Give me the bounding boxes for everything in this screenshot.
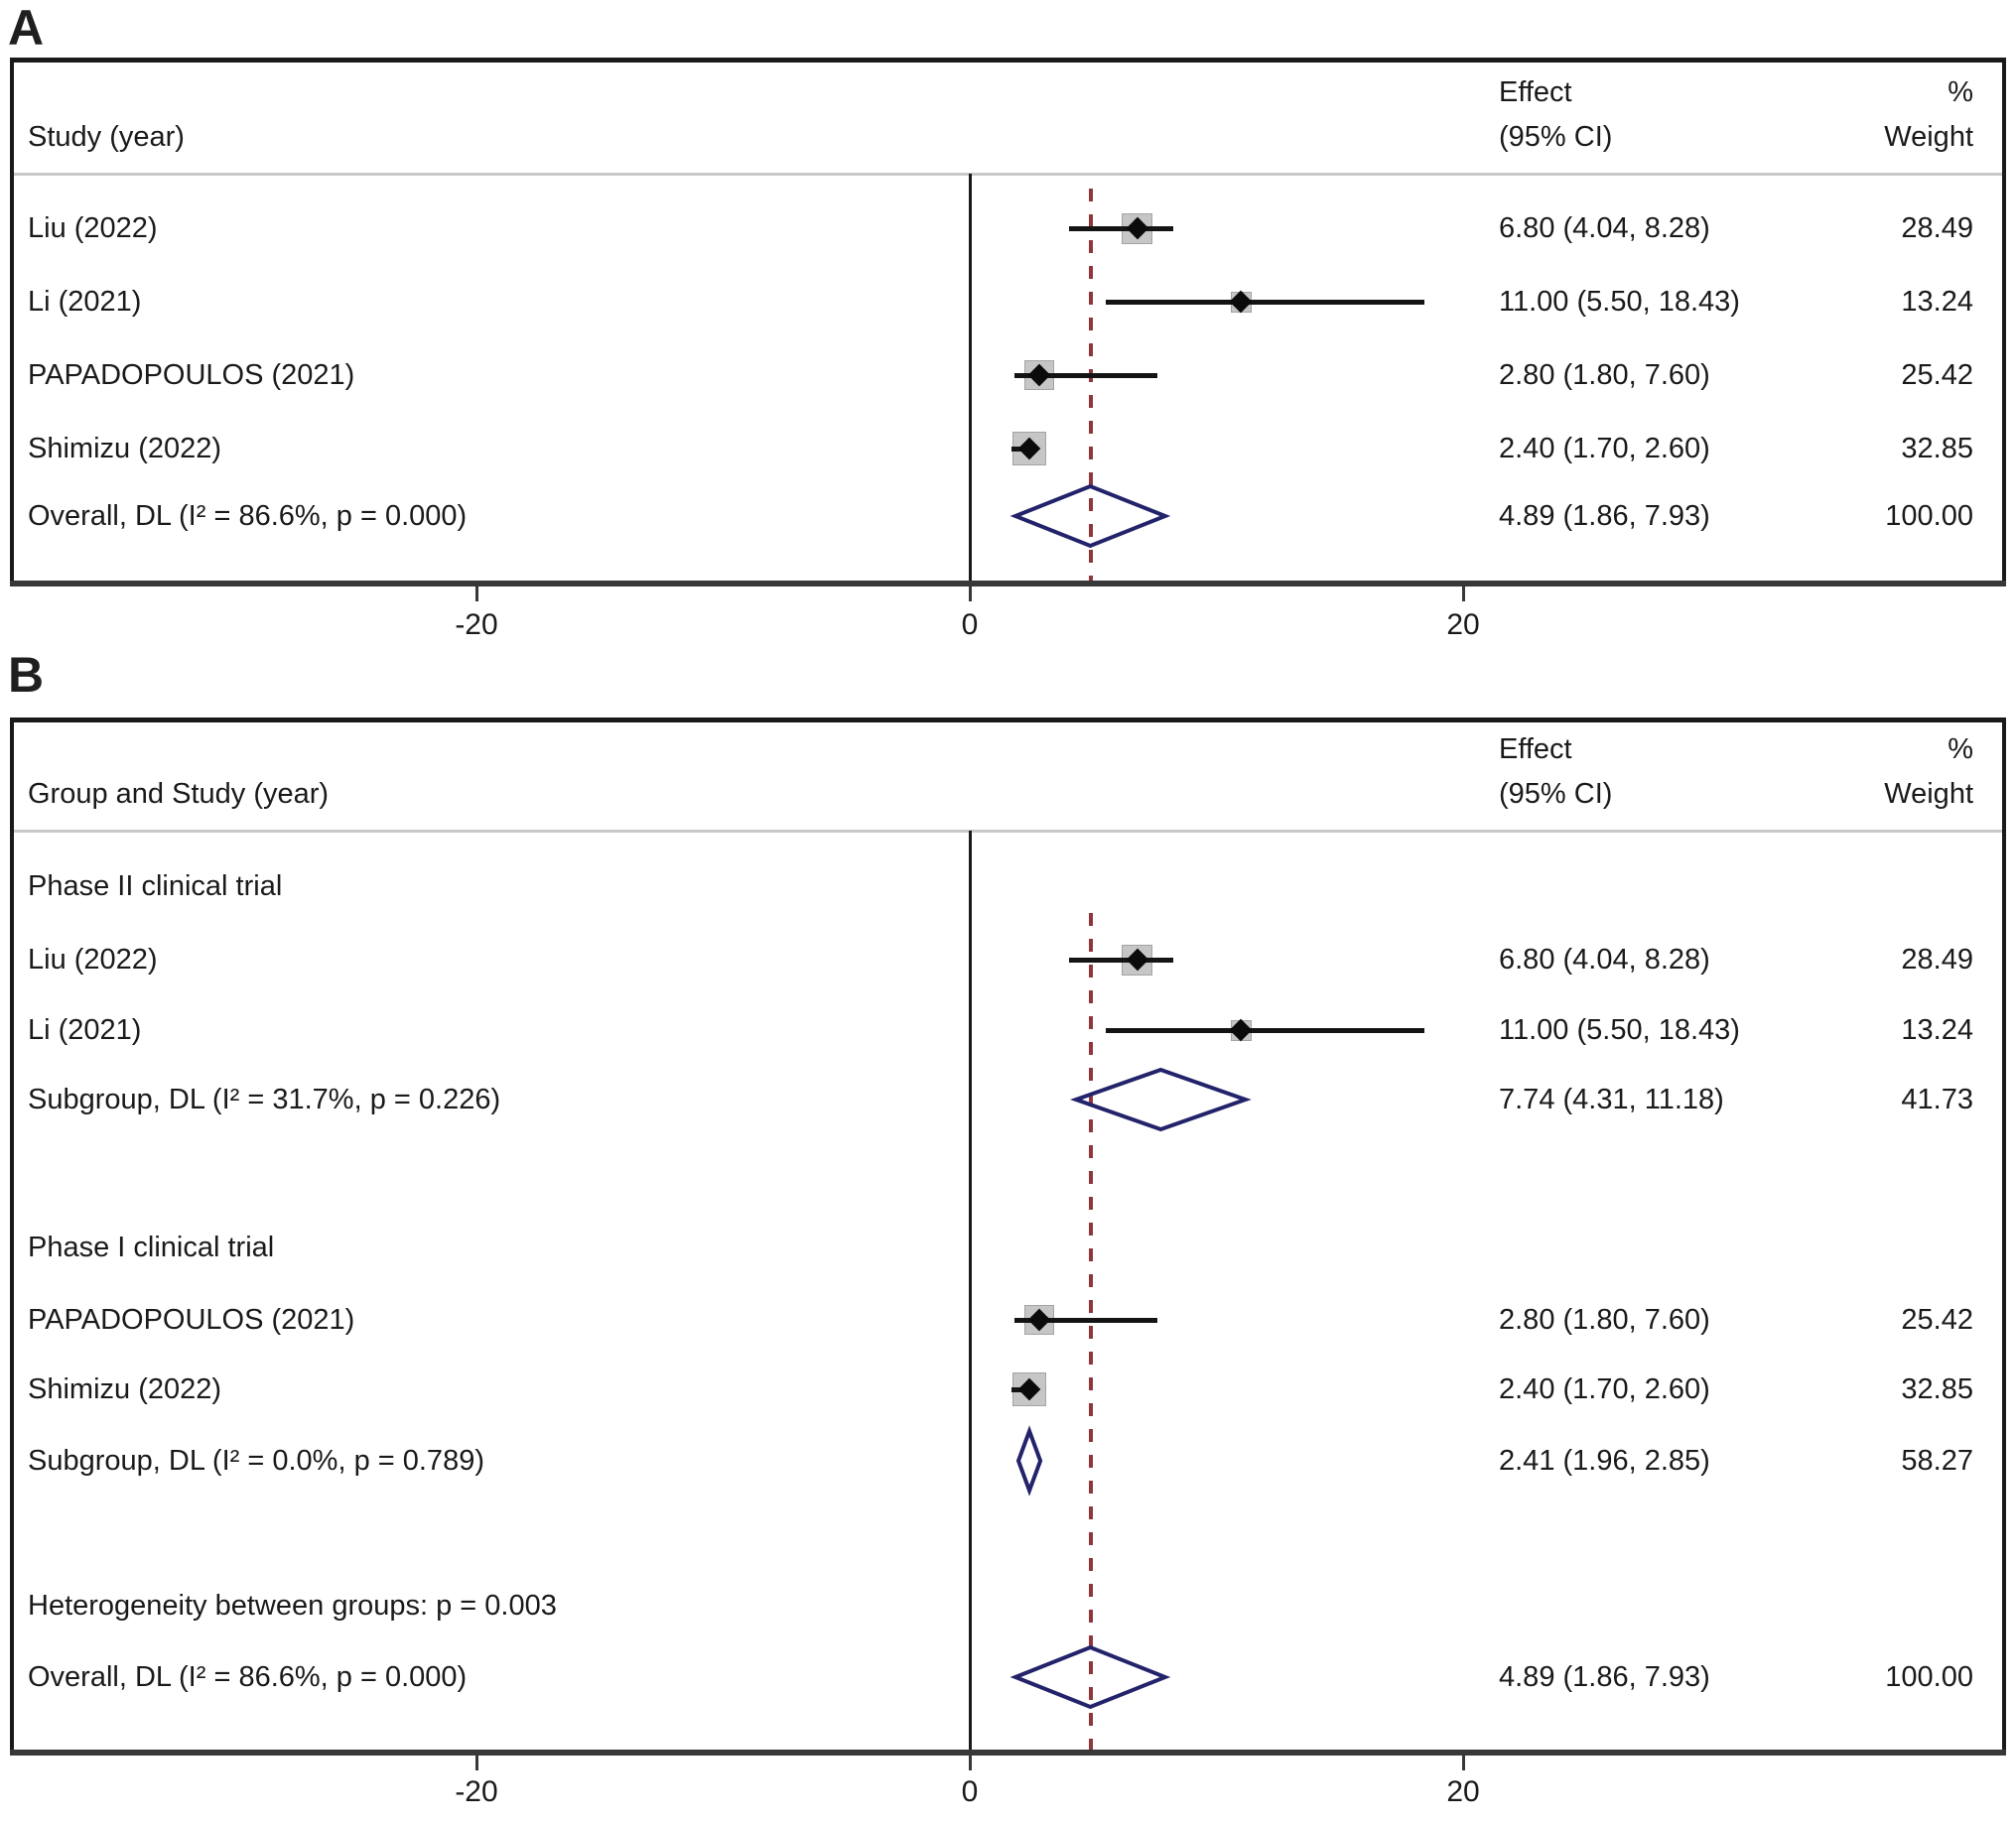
x-axis-tick bbox=[475, 587, 478, 601]
ci-line bbox=[1106, 1028, 1424, 1033]
x-axis-line bbox=[10, 1750, 2006, 1756]
heterogeneity-note: Heterogeneity between groups: p = 0.003 bbox=[28, 1590, 557, 1622]
zero-axis-line bbox=[969, 174, 972, 581]
weight-value: 32.85 bbox=[1901, 1373, 1973, 1405]
header-divider bbox=[14, 173, 2002, 176]
effect-value: 4.89 (1.86, 7.93) bbox=[1499, 1661, 1710, 1693]
effect-column-header-line1: Effect bbox=[1499, 733, 1572, 765]
weight-value: 28.49 bbox=[1901, 944, 1973, 976]
weight-column-header-line2: Weight bbox=[1884, 121, 1973, 153]
x-axis-tick bbox=[969, 1756, 972, 1770]
x-axis-tick-label: -20 bbox=[455, 608, 498, 641]
weight-value: 25.42 bbox=[1901, 1304, 1973, 1336]
row-label: Shimizu (2022) bbox=[28, 433, 222, 464]
subgroup-pooled-diamond bbox=[1012, 1427, 1046, 1495]
weight-value: 28.49 bbox=[1901, 212, 1973, 244]
subgroup-pooled-diamond bbox=[1070, 1066, 1252, 1133]
weight-column-header-line1: % bbox=[1948, 76, 1973, 108]
weight-value: 100.00 bbox=[1885, 1661, 1973, 1693]
ci-line bbox=[1106, 300, 1424, 305]
row-label: PAPADOPOULOS (2021) bbox=[28, 359, 355, 391]
overall-pooled-diamond bbox=[1009, 482, 1171, 550]
weight-column-header-line1: % bbox=[1948, 733, 1973, 765]
x-axis-tick bbox=[1462, 587, 1465, 601]
weight-value: 100.00 bbox=[1885, 500, 1973, 532]
row-label: Subgroup, DL (I² = 0.0%, p = 0.789) bbox=[28, 1445, 484, 1477]
weight-value: 32.85 bbox=[1901, 433, 1973, 464]
x-axis-tick-label: 20 bbox=[1446, 608, 1480, 641]
weight-value: 13.24 bbox=[1901, 1014, 1973, 1046]
study-column-header: Group and Study (year) bbox=[28, 778, 330, 810]
effect-column-header-line1: Effect bbox=[1499, 76, 1572, 108]
row-label: Subgroup, DL (I² = 31.7%, p = 0.226) bbox=[28, 1084, 501, 1115]
x-axis-tick-label: 0 bbox=[961, 608, 979, 641]
row-label: Shimizu (2022) bbox=[28, 1373, 222, 1405]
effect-value: 6.80 (4.04, 8.28) bbox=[1499, 212, 1710, 244]
ci-line bbox=[1069, 958, 1173, 963]
row-label: Li (2021) bbox=[28, 1014, 142, 1046]
row-label: Liu (2022) bbox=[28, 944, 158, 976]
x-axis-tick bbox=[1462, 1756, 1465, 1770]
x-axis-tick bbox=[969, 587, 972, 601]
x-axis-tick-label: -20 bbox=[455, 1775, 498, 1808]
weight-column-header-line2: Weight bbox=[1884, 778, 1973, 810]
x-axis-line bbox=[10, 581, 2006, 587]
row-label: Li (2021) bbox=[28, 286, 142, 318]
effect-value: 2.80 (1.80, 7.60) bbox=[1499, 359, 1710, 391]
effect-value: 11.00 (5.50, 18.43) bbox=[1499, 286, 1740, 318]
row-label: Overall, DL (I² = 86.6%, p = 0.000) bbox=[28, 1661, 468, 1693]
effect-value: 2.80 (1.80, 7.60) bbox=[1499, 1304, 1710, 1336]
group-heading: Phase I clinical trial bbox=[28, 1232, 275, 1263]
group-heading: Phase II clinical trial bbox=[28, 870, 283, 902]
weight-value: 25.42 bbox=[1901, 359, 1973, 391]
x-axis-tick-label: 20 bbox=[1446, 1775, 1480, 1808]
effect-value: 6.80 (4.04, 8.28) bbox=[1499, 944, 1710, 976]
overall-pooled-diamond bbox=[1009, 1643, 1171, 1711]
row-label: Overall, DL (I² = 86.6%, p = 0.000) bbox=[28, 500, 468, 532]
effect-value: 7.74 (4.31, 11.18) bbox=[1499, 1084, 1724, 1115]
row-label: PAPADOPOULOS (2021) bbox=[28, 1304, 355, 1336]
x-axis-tick-label: 0 bbox=[961, 1775, 979, 1808]
effect-value: 11.00 (5.50, 18.43) bbox=[1499, 1014, 1740, 1046]
ci-line bbox=[1069, 226, 1173, 231]
x-axis-tick bbox=[475, 1756, 478, 1770]
zero-axis-line bbox=[969, 831, 972, 1750]
panel-a-letter: A bbox=[8, 0, 45, 56]
effect-value: 2.40 (1.70, 2.60) bbox=[1499, 1373, 1710, 1405]
overall-effect-dashed-line bbox=[1089, 913, 1093, 1750]
study-column-header: Study (year) bbox=[28, 121, 185, 153]
weight-value: 13.24 bbox=[1901, 286, 1973, 318]
effect-column-header-line2: (95% CI) bbox=[1499, 778, 1613, 810]
effect-value: 4.89 (1.86, 7.93) bbox=[1499, 500, 1710, 532]
panel-b-letter: B bbox=[8, 647, 45, 703]
effect-column-header-line2: (95% CI) bbox=[1499, 121, 1613, 153]
effect-value: 2.40 (1.70, 2.60) bbox=[1499, 433, 1710, 464]
weight-value: 58.27 bbox=[1901, 1445, 1973, 1477]
weight-value: 41.73 bbox=[1901, 1084, 1973, 1115]
header-divider bbox=[14, 830, 2002, 833]
effect-value: 2.41 (1.96, 2.85) bbox=[1499, 1445, 1710, 1477]
row-label: Liu (2022) bbox=[28, 212, 158, 244]
